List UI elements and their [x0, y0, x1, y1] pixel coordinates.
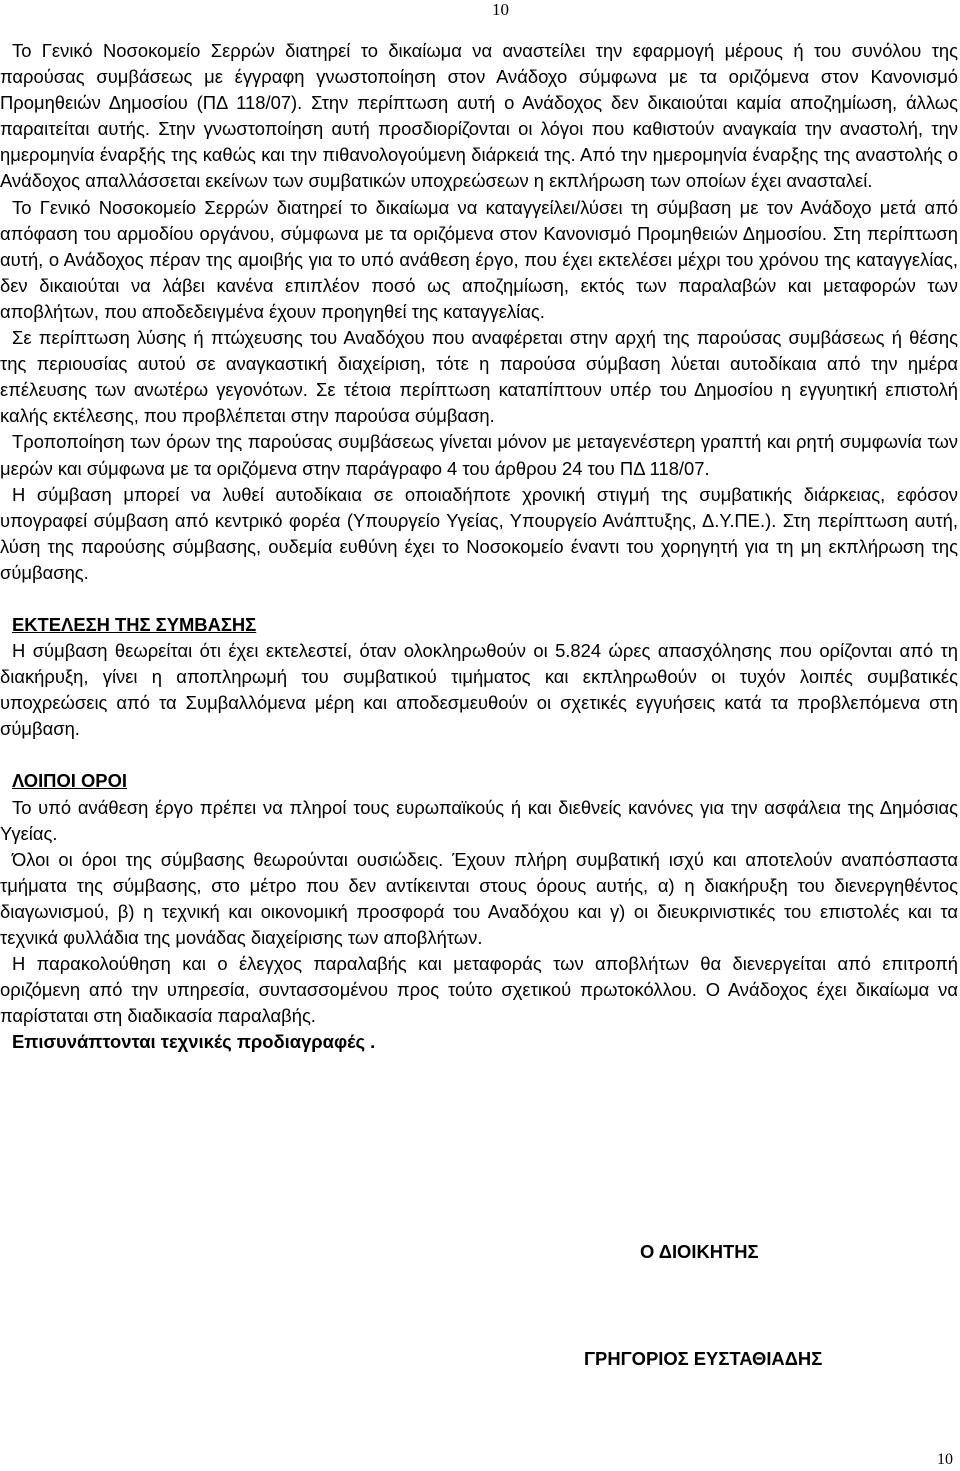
paragraph-bankruptcy: Σε περίπτωση λύσης ή πτώχευσης του Αναδόχου που αναφέρεται στην αρχή της παρούσας συμβάσεως ή θέσης της περιουσίας αυτού σε αναγκαστική διαχείριση, τότε η παρούσα σύμβαση λύεται αυτοδίκαια από την ημέρα επέλευσης των ανωτέρω γεγονότων. Σε τέτοια περίπτωση καταπίπτουν υπέρ του Δημοσίου η εγγυητική επιστολή καλής εκτέλεσης, που προβλέπεται στην παρούσα σύμβαση.: [0, 327, 958, 427]
attachment-note: Επισυνάπτονται τεχνικές προδιαγραφές .: [12, 1031, 376, 1053]
document-body: [0, 38, 958, 1055]
execution-heading: ΕΚΤΕΛΕΣΗ ΤΗΣ ΣΥΜΒΑΣΗΣ: [12, 613, 257, 635]
other-terms-paragraph: Όλοι οι όροι της σύμβασης θεωρούνται ουσιώδεις. Έχουν πλήρη συμβατική ισχύ και αποτελούν αναπόσπαστα τμήματα της σύμβασης, στο μέτρο που δεν αντίκεινται στους όρους αυτής, α) η διακήρυξη του διενεργηθέντος διαγωνισμού, β) η τεχνική και οικονομική προσφορά του Αναδόχου και γ) οι διευκρινιστικές του επιστολές και τα τεχνικά φυλλάδια της μονάδας διαχείρισης των αποβλήτων.: [0, 848, 958, 948]
paragraph-automatic-termination: Η σύμβαση μπορεί να λυθεί αυτοδίκαια σε οποιαδήποτε χρονική στιγμή της συμβατικής διάρκειας, εφόσον υπογραφεί σύμβαση από κεντρικό φορέα (Υπουργείο Υγείας, Υπουργείο Ανάπτυξης, Δ.Υ.ΠΕ.). Στη περίπτωση αυτή, λύση της παρούσης σύμβασης, ουδεμία ευθύνη έχει το Νοσοκομείο έναντι του χορηγητή για τη μη εκπλήρωση της σύμβασης.: [0, 483, 958, 583]
other-terms-paragraph: Το υπό ανάθεση έργο πρέπει να πληροί τους ευρωπαϊκούς ή και διεθνείς κανόνες για την ασφάλεια της Δημόσιας Υγείας.: [0, 796, 958, 844]
spacer: [0, 586, 958, 612]
other-terms-paragraph: Η παρακολούθηση και ο έλεγχος παραλαβής και μεταφοράς των αποβλήτων θα διενεργείται από επιτροπή οριζόμενη από την υπηρεσία, συντασσομένου προς τούτο σχετικού πρωτοκόλλου. Ο Ανάδοχος έχει δικαίωμα να παρίσταται στη διαδικασία παραλαβής.: [0, 953, 958, 1027]
spacer: [0, 742, 958, 768]
other-terms-heading: ΛΟΙΠΟΙ ΟΡΟΙ: [12, 770, 127, 792]
paragraph-amendment: Τροποποίηση των όρων της παρούσας συμβάσεως γίνεται μόνον με μεταγενέστερη γραπτή και ρητή συμφωνία των μερών και σύμφωνα με τα οριζόμενα στην παράγραφο 4 του άρθρου 24 του ΠΔ 118/07.: [0, 431, 958, 479]
signatory-title: Ο ΔΙΟΙΚΗΤΗΣ: [640, 1241, 759, 1262]
signatory-name: ΓΡΗΓΟΡΙΟΣ ΕΥΣΤΑΘΙΑΔΗΣ: [584, 1348, 823, 1369]
execution-text: Η σύμβαση θεωρείται ότι έχει εκτελεστεί, όταν ολοκληρωθούν οι 5.824 ώρες απασχόλησης που ορίζονται από τη διακήρυξη, γίνει η αποπληρωμή του συμβατικού τιμήματος και εκπληρωθούν οι τυχόν λοιπές συμβατικές υποχρεώσεις από τα Συμβαλλόμενα μέρη και αποδεσμευθούν οι σχετικές εγγυήσεις κατά τα προβλεπόμενα στη σύμβαση.: [0, 640, 958, 740]
page-number-bottom: 10: [937, 1451, 953, 1468]
page-number-top: 10: [492, 0, 509, 19]
paragraph-termination: Το Γενικό Νοσοκομείο Σερρών διατηρεί το δικαίωμα να καταγγείλει/λύσει τη σύμβαση με τον Ανάδοχο μετά από απόφαση του αρμοδίου οργάνου, σύμφωνα με τα οριζόμενα στον Κανονισμό Προμηθειών Δημοσίου. Στη περίπτωση αυτή, ο Ανάδοχος πέραν της αμοιβής για το υπό ανάθεση έργο, που έχει εκτελέσει μέχρι του χρόνου της καταγγελίας, δεν δικαιούται να λάβει κανένα επιπλέον ποσό ως αποζημίωση, εκτός των παραλαβών και μεταφορών των αποβλήτων, που αποδεδειγμένα έχουν προηγηθεί της καταγγελίας.: [0, 196, 958, 322]
paragraph-suspension: Το Γενικό Νοσοκομείο Σερρών διατηρεί το δικαίωμα να αναστείλει την εφαρμογή μέρους ή του συνόλου της παρούσας συμβάσεως με έγγραφη γνωστοποίηση στον Ανάδοχο σύμφωνα με τα οριζόμενα στον Κανονισμό Προμηθειών Δημοσίου (ΠΔ 118/07). Στην περίπτωση αυτή ο Ανάδοχος δεν δικαιούται καμία αποζημίωση, άλλως παραιτείται αυτής. Στην γνωστοποίηση αυτή προσδιορίζονται οι λόγοι που καθιστούν αναγκαία την αναστολή, την ημερομηνία έναρξής της καθώς και την πιθανολογούμενη διάρκειά της. Από την ημερομηνία έναρξης της αναστολής ο Ανάδοχος απαλλάσσεται εκείνων των συμβατικών υποχρεώσεων η εκπλήρωση των οποίων έχει ανασταλεί.: [0, 40, 958, 192]
